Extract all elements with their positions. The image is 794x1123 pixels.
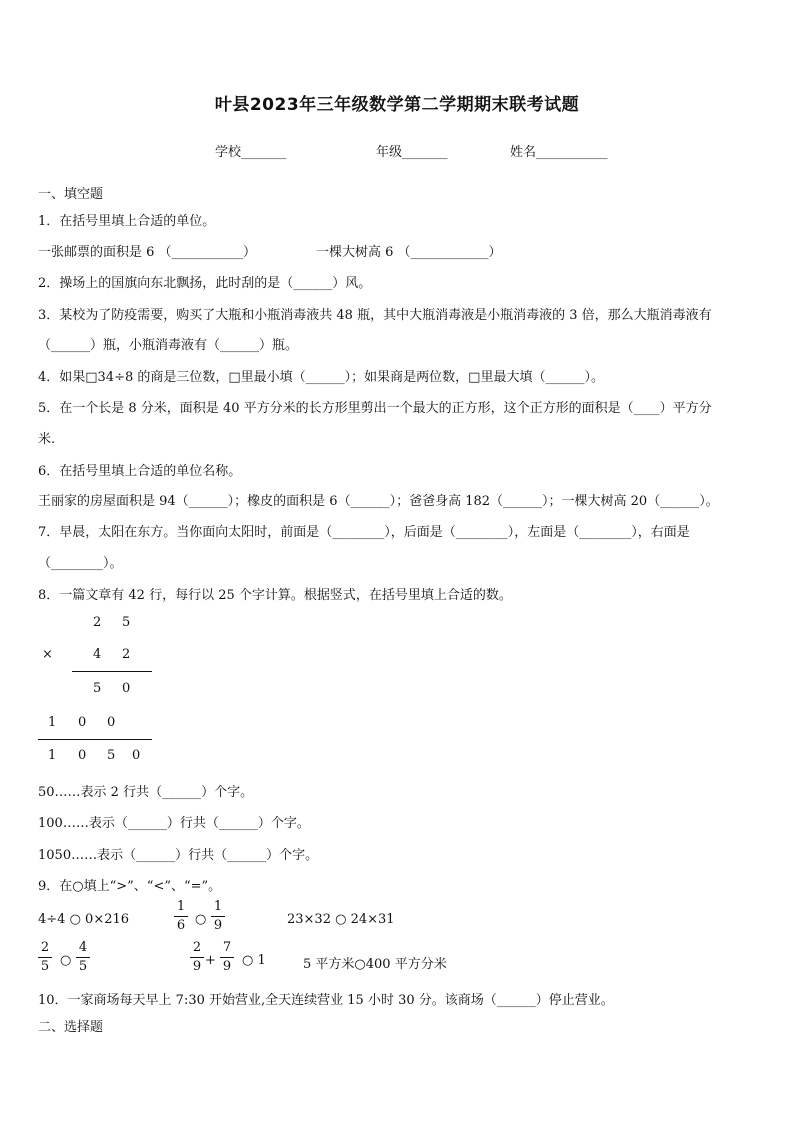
numerator: 2 xyxy=(40,940,50,955)
section-heading-choice: 二、选择题 xyxy=(38,1020,104,1035)
q6-stem: 6．在括号里填上合适的单位名称。 xyxy=(38,464,242,479)
q6-line: 王丽家的房屋面积是 94（______）；橡皮的面积是 6（______）；爸爸身高 182（______）；一棵大树高 20（______）。 xyxy=(38,494,719,509)
digit: 0 xyxy=(122,681,131,696)
digit: 5 xyxy=(107,748,116,763)
page-title: 叶县2023年三年级数学第二学期期末联考试题 xyxy=(214,95,580,115)
digit: 0 xyxy=(78,748,87,763)
digit: 0 xyxy=(78,715,87,730)
times-sign: × xyxy=(42,647,53,662)
q5-line1: 5．在一个长是 8 分米，面积是 40 平方分米的长方形里剪出一个最大的正方形，这个正方形的面积是（____）平方分 xyxy=(38,401,712,416)
fraction-bar xyxy=(174,916,188,917)
divider-line xyxy=(72,671,152,672)
q3-line2: （______）瓶，小瓶消毒液有（______）瓶。 xyxy=(38,338,299,353)
numerator: 1 xyxy=(176,899,186,914)
q1-part-b: 一棵大树高 6 （____________） xyxy=(316,245,502,260)
plus-sign: + xyxy=(205,953,216,968)
section-heading-fill: 一、填空题 xyxy=(38,187,104,202)
digit: 1 xyxy=(48,715,57,730)
denominator: 9 xyxy=(222,959,232,974)
fraction xyxy=(174,899,188,934)
grade-field: 年级_______ xyxy=(376,145,448,160)
q9-expression-1: 4÷4 ○ 0×216 xyxy=(38,912,130,927)
fraction-bar xyxy=(211,916,225,917)
q1-part-a: 一张邮票的面积是 6 （___________） xyxy=(38,245,257,260)
q4: 4．如果□34÷8 的商是三位数，□里最小填（______）；如果商是两位数，□里最大填（______）。 xyxy=(38,370,604,385)
q1-stem: 1．在括号里填上合适的单位。 xyxy=(38,214,216,229)
fraction-bar xyxy=(38,957,52,958)
denominator: 5 xyxy=(40,959,50,974)
q9-expression-5-tail: ○ 1 xyxy=(242,953,266,968)
q7-line1: 7．早晨，太阳在东方。当你面向太阳时，前面是（________），后面是（________），左面是（________），右面是 xyxy=(38,525,690,540)
digit: 2 xyxy=(122,647,131,662)
fraction xyxy=(38,940,52,975)
denominator: 9 xyxy=(192,959,202,974)
school-field: 学校_______ xyxy=(215,145,287,160)
numerator: 4 xyxy=(78,940,88,955)
fraction xyxy=(220,940,234,975)
digit: 1 xyxy=(48,748,57,763)
digit: 5 xyxy=(122,615,131,630)
digit: 4 xyxy=(93,647,102,662)
denominator: 9 xyxy=(213,918,223,933)
q8-part-c: 1050……表示（______）行共（______）个字。 xyxy=(38,848,319,863)
digit: 0 xyxy=(132,748,141,763)
q9-expression-6: 5 平方米○400 平方分米 xyxy=(303,957,447,972)
q9-stem: 9．在○填上“>”、“<”、“=”。 xyxy=(38,879,222,894)
name-field: 姓名___________ xyxy=(510,145,608,160)
digit: 5 xyxy=(93,681,102,696)
q3-line1: 3．某校为了防疫需要，购买了大瓶和小瓶消毒液共 48 瓶，其中大瓶消毒液是小瓶消毒液的 3 倍，那么大瓶消毒液有 xyxy=(38,308,712,323)
numerator: 1 xyxy=(213,899,223,914)
q9-expression-3: 23×32 ○ 24×31 xyxy=(287,912,395,927)
divider-line xyxy=(38,739,152,740)
denominator: 5 xyxy=(78,959,88,974)
fraction-bar xyxy=(76,957,90,958)
fraction xyxy=(76,940,90,975)
digit: 2 xyxy=(93,615,102,630)
fraction xyxy=(190,940,204,975)
q5-line2: 米. xyxy=(38,432,56,447)
q8-part-a: 50……表示 2 行共（______）个字。 xyxy=(38,785,254,800)
digit: 0 xyxy=(107,715,116,730)
numerator: 2 xyxy=(192,940,202,955)
q10: 10．一家商场每天早上 7:30 开始营业,全天连续营业 15 小时 30 分。该商场（______）停止营业。 xyxy=(38,993,614,1008)
fraction-bar xyxy=(220,957,234,958)
q2: 2．操场上的国旗向东北飘扬，此时刮的是（______）风。 xyxy=(38,276,372,291)
fraction-bar xyxy=(190,957,204,958)
fraction xyxy=(211,899,225,934)
compare-circle: ○ xyxy=(195,912,207,927)
numerator: 7 xyxy=(222,940,232,955)
q7-line2: （________）。 xyxy=(38,556,123,571)
denominator: 6 xyxy=(176,918,186,933)
q8-stem: 8．一篇文章有 42 行，每行以 25 个字计算。根据竖式，在括号里填上合适的数。 xyxy=(38,588,512,603)
compare-circle: ○ xyxy=(60,953,72,968)
q8-part-b: 100……表示（______）行共（______）个字。 xyxy=(38,816,310,831)
